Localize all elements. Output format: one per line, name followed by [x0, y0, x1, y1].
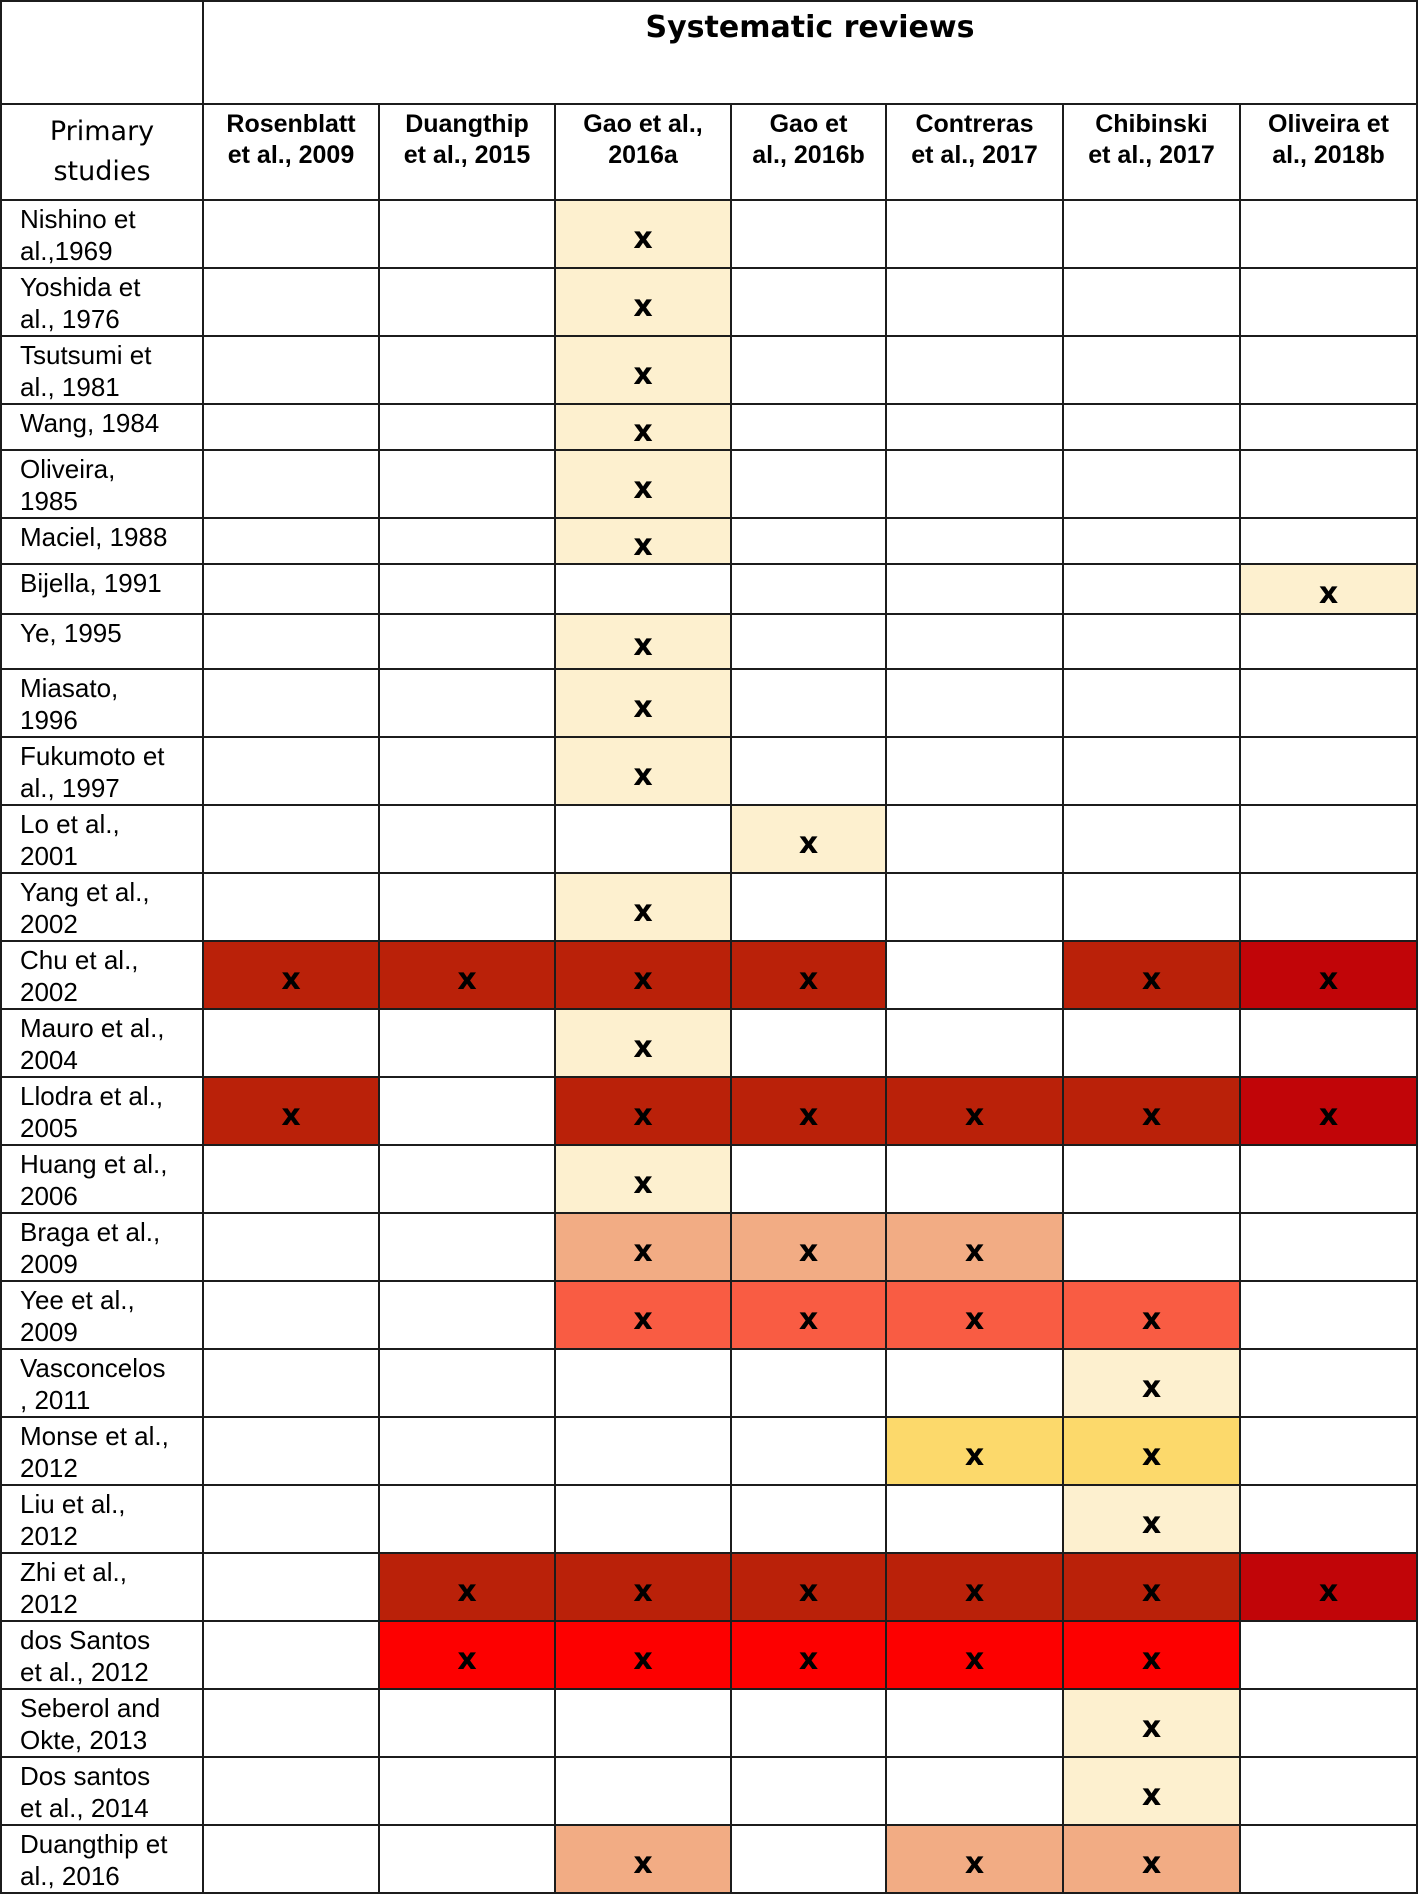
inclusion-mark: x: [633, 628, 653, 663]
inclusion-cell: [203, 1077, 379, 1145]
inclusion-cell: [731, 518, 886, 564]
inclusion-mark: x: [1318, 1573, 1339, 1609]
inclusion-mark: x: [1141, 1777, 1162, 1813]
inclusion-cell: [555, 1009, 731, 1077]
inclusion-cell: [555, 1689, 731, 1757]
inclusion-mark: x: [1141, 1369, 1162, 1405]
inclusion-cell: [731, 268, 886, 336]
inclusion-cell: [379, 1145, 555, 1213]
inclusion-cell: [1063, 200, 1240, 268]
inclusion-cell: [555, 1757, 731, 1825]
inclusion-cell: [1240, 1553, 1417, 1621]
inclusion-cell: [1063, 1553, 1240, 1621]
table-row: [1, 450, 1417, 518]
inclusion-cell: [731, 737, 886, 805]
inclusion-cell: [203, 737, 379, 805]
table-row: [1, 873, 1417, 941]
inclusion-mark: x: [798, 961, 819, 997]
table-row: [1, 1689, 1417, 1757]
inclusion-mark: x: [281, 1097, 301, 1133]
inclusion-cell: [886, 1417, 1063, 1485]
inclusion-cell: [555, 1077, 731, 1145]
inclusion-cell: [731, 805, 886, 873]
inclusion-cell: [1063, 873, 1240, 941]
inclusion-cell: [379, 1757, 555, 1825]
review-header-4: Gao et al., 2016b: [731, 104, 886, 200]
inclusion-cell: [555, 1213, 731, 1281]
inclusion-cell: [1240, 200, 1417, 268]
table-row: [1, 404, 1417, 450]
inclusion-cell: [203, 404, 379, 450]
inclusion-cell: [1063, 1213, 1240, 1281]
inclusion-mark: x: [1318, 575, 1339, 611]
inclusion-cell: [1063, 1281, 1240, 1349]
inclusion-cell: [555, 737, 731, 805]
inclusion-cell: [379, 941, 555, 1009]
primary-study-name: Ye, 1995: [1, 614, 203, 669]
inclusion-cell: [731, 564, 886, 614]
inclusion-cell: [1240, 404, 1417, 450]
primary-study-name: Braga et al., 2009: [1, 1213, 203, 1281]
inclusion-cell: [1063, 669, 1240, 737]
inclusion-cell: [731, 336, 886, 404]
inclusion-cell: [203, 873, 379, 941]
inclusion-cell: [379, 268, 555, 336]
inclusion-cell: [886, 1145, 1063, 1213]
inclusion-mark: x: [1141, 1505, 1162, 1541]
table-row: [1, 200, 1417, 268]
title-row: [1, 1, 1417, 104]
inclusion-cell: [379, 1349, 555, 1417]
primary-study-name: Chu et al., 2002: [1, 941, 203, 1009]
inclusion-cell: [203, 268, 379, 336]
table-row: [1, 1145, 1417, 1213]
inclusion-cell: [731, 200, 886, 268]
inclusion-cell: [1063, 805, 1240, 873]
inclusion-cell: [555, 518, 731, 564]
primary-study-name: Lo et al., 2001: [1, 805, 203, 873]
inclusion-cell: [555, 404, 731, 450]
table-row: [1, 1757, 1417, 1825]
inclusion-cell: [379, 614, 555, 669]
inclusion-cell: [731, 1417, 886, 1485]
table-row: [1, 1553, 1417, 1621]
inclusion-cell: [1063, 404, 1240, 450]
table-row: [1, 518, 1417, 564]
review-header-5: Contreras et al., 2017: [886, 104, 1063, 200]
inclusion-cell: [203, 1145, 379, 1213]
inclusion-cell: [555, 873, 731, 941]
inclusion-cell: [731, 1213, 886, 1281]
inclusion-mark: x: [1318, 1097, 1339, 1133]
inclusion-cell: [379, 336, 555, 404]
inclusion-cell: [1240, 737, 1417, 805]
inclusion-cell: [1063, 564, 1240, 614]
table-row: [1, 564, 1417, 614]
inclusion-cell: [1063, 941, 1240, 1009]
inclusion-cell: [555, 1417, 731, 1485]
inclusion-cell: [886, 1689, 1063, 1757]
inclusion-mark: x: [457, 961, 477, 997]
inclusion-mark: x: [964, 1233, 985, 1269]
primary-study-name: Yang et al., 2002: [1, 873, 203, 941]
inclusion-cell: [379, 1485, 555, 1553]
inclusion-mark: x: [964, 1845, 985, 1881]
inclusion-mark: x: [964, 1573, 985, 1609]
inclusion-mark: x: [964, 1097, 985, 1133]
inclusion-cell: [731, 873, 886, 941]
inclusion-cell: [886, 564, 1063, 614]
inclusion-mark: x: [798, 1573, 819, 1609]
inclusion-cell: [203, 1757, 379, 1825]
inclusion-cell: [379, 1689, 555, 1757]
primary-studies-label: Primary studies: [49, 116, 155, 187]
inclusion-cell: [1063, 1485, 1240, 1553]
inclusion-mark: x: [633, 1097, 653, 1133]
inclusion-cell: [1240, 1621, 1417, 1689]
inclusion-mark: x: [633, 1233, 653, 1269]
inclusion-cell: [1240, 1485, 1417, 1553]
table-row: [1, 614, 1417, 669]
inclusion-cell: [1063, 268, 1240, 336]
inclusion-cell: [379, 1009, 555, 1077]
primary-study-name: Zhi et al., 2012: [1, 1553, 203, 1621]
inclusion-cell: [1240, 873, 1417, 941]
inclusion-cell: [886, 1757, 1063, 1825]
table-row: [1, 1417, 1417, 1485]
inclusion-cell: [379, 518, 555, 564]
primary-study-name: Dos santos et al., 2014: [1, 1757, 203, 1825]
inclusion-cell: [886, 1213, 1063, 1281]
inclusion-cell: [886, 737, 1063, 805]
inclusion-cell: [203, 336, 379, 404]
inclusion-cell: [886, 336, 1063, 404]
inclusion-mark: x: [798, 1641, 819, 1677]
inclusion-cell: [555, 268, 731, 336]
inclusion-cell: [886, 873, 1063, 941]
inclusion-cell: [886, 1077, 1063, 1145]
inclusion-cell: [555, 669, 731, 737]
inclusion-cell: [731, 941, 886, 1009]
inclusion-cell: [203, 669, 379, 737]
primary-studies-header: [1, 104, 203, 200]
inclusion-cell: [1063, 1417, 1240, 1485]
inclusion-cell: [1240, 1349, 1417, 1417]
inclusion-cell: [1063, 1349, 1240, 1417]
inclusion-mark: x: [1141, 1845, 1162, 1881]
inclusion-cell: [731, 404, 886, 450]
inclusion-cell: [379, 564, 555, 614]
inclusion-mark: x: [633, 527, 653, 563]
inclusion-cell: [555, 1553, 731, 1621]
inclusion-cell: [731, 1349, 886, 1417]
inclusion-mark: x: [1141, 961, 1162, 997]
primary-study-name: Wang, 1984: [1, 404, 203, 450]
inclusion-cell: [1240, 268, 1417, 336]
inclusion-mark: x: [798, 825, 819, 861]
inclusion-cell: [555, 941, 731, 1009]
inclusion-cell: [886, 200, 1063, 268]
inclusion-mark: x: [1141, 1641, 1162, 1677]
review-header-row: [1, 104, 1417, 200]
inclusion-cell: [555, 805, 731, 873]
inclusion-mark: x: [964, 1641, 985, 1677]
inclusion-mark: x: [964, 1437, 985, 1473]
inclusion-cell: [886, 1281, 1063, 1349]
table-row: [1, 1213, 1417, 1281]
inclusion-mark: x: [1141, 1437, 1162, 1473]
inclusion-cell: [555, 336, 731, 404]
inclusion-cell: [1240, 614, 1417, 669]
table-row: [1, 1281, 1417, 1349]
inclusion-cell: [555, 1349, 731, 1417]
corner-cell: [1, 1, 203, 104]
inclusion-cell: [731, 1485, 886, 1553]
inclusion-cell: [379, 805, 555, 873]
inclusion-mark: x: [633, 1165, 653, 1201]
inclusion-cell: [731, 669, 886, 737]
inclusion-cell: [203, 200, 379, 268]
inclusion-cell: [203, 518, 379, 564]
inclusion-cell: [1240, 1009, 1417, 1077]
table-body: [1, 200, 1417, 1893]
inclusion-mark: x: [633, 757, 653, 793]
primary-study-name: Seberol and Okte, 2013: [1, 1689, 203, 1757]
inclusion-mark: x: [281, 961, 301, 997]
inclusion-cell: [379, 873, 555, 941]
inclusion-cell: [731, 1077, 886, 1145]
review-header-7: Oliveira et al., 2018b: [1240, 104, 1417, 200]
inclusion-cell: [886, 614, 1063, 669]
table-row: [1, 941, 1417, 1009]
inclusion-cell: [379, 1077, 555, 1145]
inclusion-mark: x: [964, 1301, 985, 1337]
inclusion-cell: [379, 450, 555, 518]
inclusion-cell: [1063, 450, 1240, 518]
inclusion-cell: [203, 1621, 379, 1689]
inclusion-cell: [1063, 518, 1240, 564]
inclusion-cell: [203, 1553, 379, 1621]
table-row: [1, 268, 1417, 336]
inclusion-cell: [886, 1485, 1063, 1553]
inclusion-cell: [1063, 1621, 1240, 1689]
primary-study-name: dos Santos et al., 2012: [1, 1621, 203, 1689]
inclusion-cell: [1063, 1757, 1240, 1825]
inclusion-cell: [203, 1009, 379, 1077]
inclusion-cell: [731, 1621, 886, 1689]
inclusion-mark: x: [633, 1301, 653, 1337]
inclusion-mark: x: [633, 1573, 653, 1609]
inclusion-cell: [1240, 564, 1417, 614]
primary-study-name: Duangthip et al., 2016: [1, 1825, 203, 1893]
primary-study-name: Liu et al., 2012: [1, 1485, 203, 1553]
inclusion-cell: [379, 737, 555, 805]
inclusion-cell: [1240, 1213, 1417, 1281]
primary-study-name: Monse et al., 2012: [1, 1417, 203, 1485]
inclusion-cell: [555, 1485, 731, 1553]
review-header-2: Duangthip et al., 2015: [379, 104, 555, 200]
inclusion-cell: [886, 1621, 1063, 1689]
primary-study-name: Bijella, 1991: [1, 564, 203, 614]
table-row: [1, 1009, 1417, 1077]
inclusion-cell: [203, 1485, 379, 1553]
primary-study-name: Maciel, 1988: [1, 518, 203, 564]
inclusion-cell: [731, 1281, 886, 1349]
inclusion-cell: [203, 1349, 379, 1417]
inclusion-cell: [1063, 1689, 1240, 1757]
inclusion-cell: [379, 1213, 555, 1281]
inclusion-cell: [731, 1689, 886, 1757]
inclusion-cell: [379, 200, 555, 268]
review-header-6: Chibinski et al., 2017: [1063, 104, 1240, 200]
table-row: [1, 737, 1417, 805]
inclusion-cell: [1240, 805, 1417, 873]
inclusion-mark: x: [1141, 1573, 1162, 1609]
inclusion-cell: [1240, 336, 1417, 404]
inclusion-cell: [555, 614, 731, 669]
inclusion-cell: [203, 450, 379, 518]
inclusion-cell: [203, 1281, 379, 1349]
inclusion-cell: [203, 805, 379, 873]
inclusion-mark: x: [633, 961, 653, 997]
inclusion-mark: x: [457, 1641, 477, 1677]
table-row: [1, 1077, 1417, 1145]
inclusion-cell: [886, 1553, 1063, 1621]
inclusion-cell: [886, 669, 1063, 737]
inclusion-mark: x: [633, 893, 653, 929]
inclusion-cell: [555, 1621, 731, 1689]
inclusion-cell: [555, 1281, 731, 1349]
inclusion-cell: [886, 404, 1063, 450]
inclusion-cell: [886, 268, 1063, 336]
inclusion-cell: [555, 564, 731, 614]
inclusion-mark: x: [1141, 1709, 1162, 1745]
inclusion-cell: [1240, 1757, 1417, 1825]
inclusion-mark: x: [1141, 1097, 1162, 1133]
inclusion-mark: x: [798, 1233, 819, 1269]
inclusion-cell: [1240, 1689, 1417, 1757]
inclusion-mark: x: [457, 1573, 477, 1609]
inclusion-mark: x: [798, 1301, 819, 1337]
inclusion-cell: [379, 1621, 555, 1689]
primary-study-name: Mauro et al., 2004: [1, 1009, 203, 1077]
inclusion-mark: x: [633, 356, 653, 392]
primary-study-name: Miasato, 1996: [1, 669, 203, 737]
inclusion-mark: x: [633, 220, 653, 256]
primary-study-name: Oliveira, 1985: [1, 450, 203, 518]
table-row: [1, 805, 1417, 873]
inclusion-cell: [1063, 1077, 1240, 1145]
inclusion-cell: [1063, 614, 1240, 669]
inclusion-cell: [1240, 1281, 1417, 1349]
inclusion-cell: [886, 805, 1063, 873]
inclusion-mark: x: [633, 1641, 653, 1677]
review-header-1: Rosenblatt et al., 2009: [203, 104, 379, 200]
inclusion-cell: [379, 1553, 555, 1621]
inclusion-cell: [203, 1417, 379, 1485]
inclusion-cell: [1063, 1009, 1240, 1077]
inclusion-cell: [203, 614, 379, 669]
systematic-reviews-title: Systematic reviews: [203, 1, 1417, 104]
inclusion-cell: [886, 1009, 1063, 1077]
inclusion-cell: [886, 450, 1063, 518]
inclusion-cell: [379, 669, 555, 737]
primary-study-name: Nishino et al.,1969: [1, 200, 203, 268]
table-row: [1, 669, 1417, 737]
inclusion-cell: [1240, 1077, 1417, 1145]
inclusion-mark: x: [633, 413, 653, 449]
primary-study-name: Tsutsumi et al., 1981: [1, 336, 203, 404]
inclusion-mark: x: [633, 689, 653, 725]
inclusion-mark: x: [1141, 1301, 1162, 1337]
inclusion-cell: [731, 1145, 886, 1213]
primary-study-name: Huang et al., 2006: [1, 1145, 203, 1213]
inclusion-mark: x: [633, 288, 653, 324]
inclusion-cell: [555, 200, 731, 268]
inclusion-cell: [886, 518, 1063, 564]
inclusion-cell: [731, 1553, 886, 1621]
inclusion-cell: [731, 1757, 886, 1825]
primary-study-name: Fukumoto et al., 1997: [1, 737, 203, 805]
primary-study-name: Yee et al., 2009: [1, 1281, 203, 1349]
primary-study-name: Llodra et al., 2005: [1, 1077, 203, 1145]
inclusion-cell: [379, 1281, 555, 1349]
inclusion-cell: [379, 404, 555, 450]
inclusion-cell: [203, 1213, 379, 1281]
inclusion-mark: x: [633, 470, 653, 506]
table-row: [1, 1349, 1417, 1417]
inclusion-cell: [731, 1009, 886, 1077]
inclusion-cell: [1240, 941, 1417, 1009]
primary-study-name: Yoshida et al., 1976: [1, 268, 203, 336]
inclusion-cell: [203, 941, 379, 1009]
inclusion-cell: [1240, 1417, 1417, 1485]
inclusion-cell: [1063, 336, 1240, 404]
table-row: [1, 1621, 1417, 1689]
inclusion-mark: x: [633, 1029, 653, 1065]
inclusion-cell: [1240, 1145, 1417, 1213]
inclusion-cell: [731, 450, 886, 518]
inclusion-cell: [731, 614, 886, 669]
inclusion-cell: [886, 1349, 1063, 1417]
inclusion-cell: [555, 1145, 731, 1213]
table-row: [1, 1485, 1417, 1553]
inclusion-cell: [1063, 737, 1240, 805]
primary-study-name: Vasconcelos , 2011: [1, 1349, 203, 1417]
inclusion-mark: x: [1318, 961, 1339, 997]
inclusion-cell: [203, 564, 379, 614]
inclusion-cell: [1063, 1145, 1240, 1213]
inclusion-cell: [203, 1689, 379, 1757]
inclusion-cell: [886, 941, 1063, 1009]
inclusion-cell: [1240, 518, 1417, 564]
inclusion-cell: [379, 1417, 555, 1485]
inclusion-mark: x: [798, 1097, 819, 1133]
table-row: [1, 336, 1417, 404]
review-header-3: Gao et al., 2016a: [555, 104, 731, 200]
inclusion-mark: x: [633, 1845, 653, 1881]
inclusion-cell: [555, 450, 731, 518]
inclusion-cell: [1240, 450, 1417, 518]
inclusion-cell: [1240, 669, 1417, 737]
